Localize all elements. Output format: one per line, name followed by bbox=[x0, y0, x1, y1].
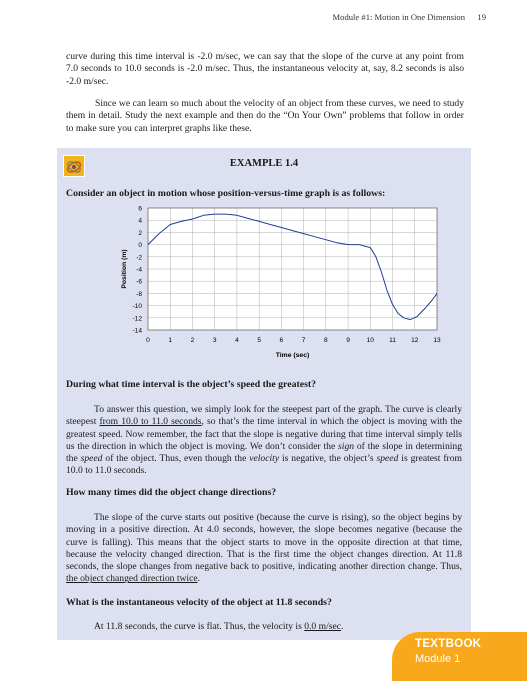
answer-3: At 11.8 seconds, the curve is flat. Thus, the velocity is 0.0 m/sec. bbox=[94, 621, 344, 632]
x-tick-label: 2 bbox=[190, 337, 195, 344]
answer-2-highlight: the object changed direction twice bbox=[66, 573, 198, 585]
x-tick-label: 5 bbox=[257, 337, 261, 344]
running-title: Module #1: Motion in One Dimension bbox=[332, 12, 465, 22]
x-tick-label: 10 bbox=[366, 337, 374, 344]
intro-paragraph-1: curve during this time interval is -2.0 m/sec, we can say that the slope of the curve at any point from 7.0 seconds to 10.0 seconds is -2.0 m/sec. Thus, the instantaneous velocity at, say, 8.2 seconds is also -2.0 m/sec. bbox=[66, 51, 464, 87]
x-axis-label: Time (sec) bbox=[275, 352, 310, 359]
answer-1: To answer this question, we simply look for the steepest part of the graph. The curve is clearly steepest from 10.0 to 11.0 seconds, so that’s the time interval in which the object is moving with the greatest speed. Now remember, the fact that the slope is negative during that time interval simply tells us the direction in which the object is moving. We don’t consider the sign of the slope in determining the speed of the object. Thus, even though the velocity is negative, the object’s speed is greatest from 10.0 to 11.0 seconds. bbox=[66, 404, 462, 477]
position-time-chart bbox=[113, 202, 443, 360]
answer-2: The slope of the curve starts out positive (because the curve is rising), so the object begins by moving in a positive direction. At 4.0 seconds, however, the slope becomes negative (because the curve is falling). This means that the object starts to move in the opposite direction at that time, because the velocity changed direction. That is the first time the object changes direction. At 11.8 seconds, the slope changes from negative back to positive, indicating another direction change. Thus, the object changed direction twice. bbox=[66, 512, 462, 585]
y-tick-label: -8 bbox=[136, 290, 142, 298]
x-tick-label: 4 bbox=[235, 337, 239, 344]
y-tick-label: -6 bbox=[136, 278, 142, 286]
y-tick-label: -14 bbox=[132, 327, 142, 335]
badge-line-2: Module 1 bbox=[415, 653, 461, 665]
y-tick-label: -2 bbox=[136, 254, 142, 262]
y-tick-label: 4 bbox=[138, 217, 142, 225]
x-tick-label: 1 bbox=[168, 337, 173, 344]
page-number: 19 bbox=[477, 12, 486, 22]
x-tick-label: 11 bbox=[389, 337, 396, 344]
x-tick-label: 13 bbox=[433, 337, 441, 344]
answer-3-highlight: 0.0 m/sec bbox=[304, 621, 342, 632]
y-tick-label: 0 bbox=[138, 242, 142, 250]
x-tick-label: 12 bbox=[411, 337, 419, 344]
textbook-module-badge bbox=[392, 632, 527, 681]
y-tick-label: 2 bbox=[138, 229, 142, 237]
intro-paragraph-2: Since we can learn so much about the velocity of an object from these curves, we need to study them in detail. Study the next example and then do the “On Your Own” problems that follow in order to make sure you can interpret graphs like these. bbox=[66, 98, 464, 134]
question-3: What is the instantaneous velocity of the object at 11.8 seconds? bbox=[66, 597, 332, 608]
badge-line-1: TEXTBOOK bbox=[415, 638, 482, 650]
y-tick-label: -12 bbox=[132, 315, 142, 323]
example-box bbox=[57, 148, 471, 640]
question-2: How many times did the object change directions? bbox=[66, 487, 277, 498]
x-tick-label: 0 bbox=[146, 337, 150, 344]
question-1: During what time interval is the object’s speed the greatest? bbox=[66, 379, 317, 390]
y-tick-label: 6 bbox=[138, 205, 142, 213]
x-tick-label: 6 bbox=[279, 337, 284, 344]
y-tick-label: -4 bbox=[136, 266, 142, 274]
y-axis-label: Position (m) bbox=[121, 249, 128, 289]
x-tick-label: 7 bbox=[301, 337, 306, 344]
y-tick-label: -10 bbox=[132, 303, 142, 311]
example-prompt: Consider an object in motion whose position-versus-time graph is as follows: bbox=[66, 188, 386, 199]
x-tick-label: 3 bbox=[212, 337, 217, 344]
example-title: EXAMPLE 1.4 bbox=[229, 158, 299, 169]
x-tick-label: 8 bbox=[324, 337, 328, 344]
x-tick-label: 9 bbox=[346, 337, 350, 344]
answer-1-highlight: from 10.0 to 11.0 seconds bbox=[99, 416, 202, 428]
